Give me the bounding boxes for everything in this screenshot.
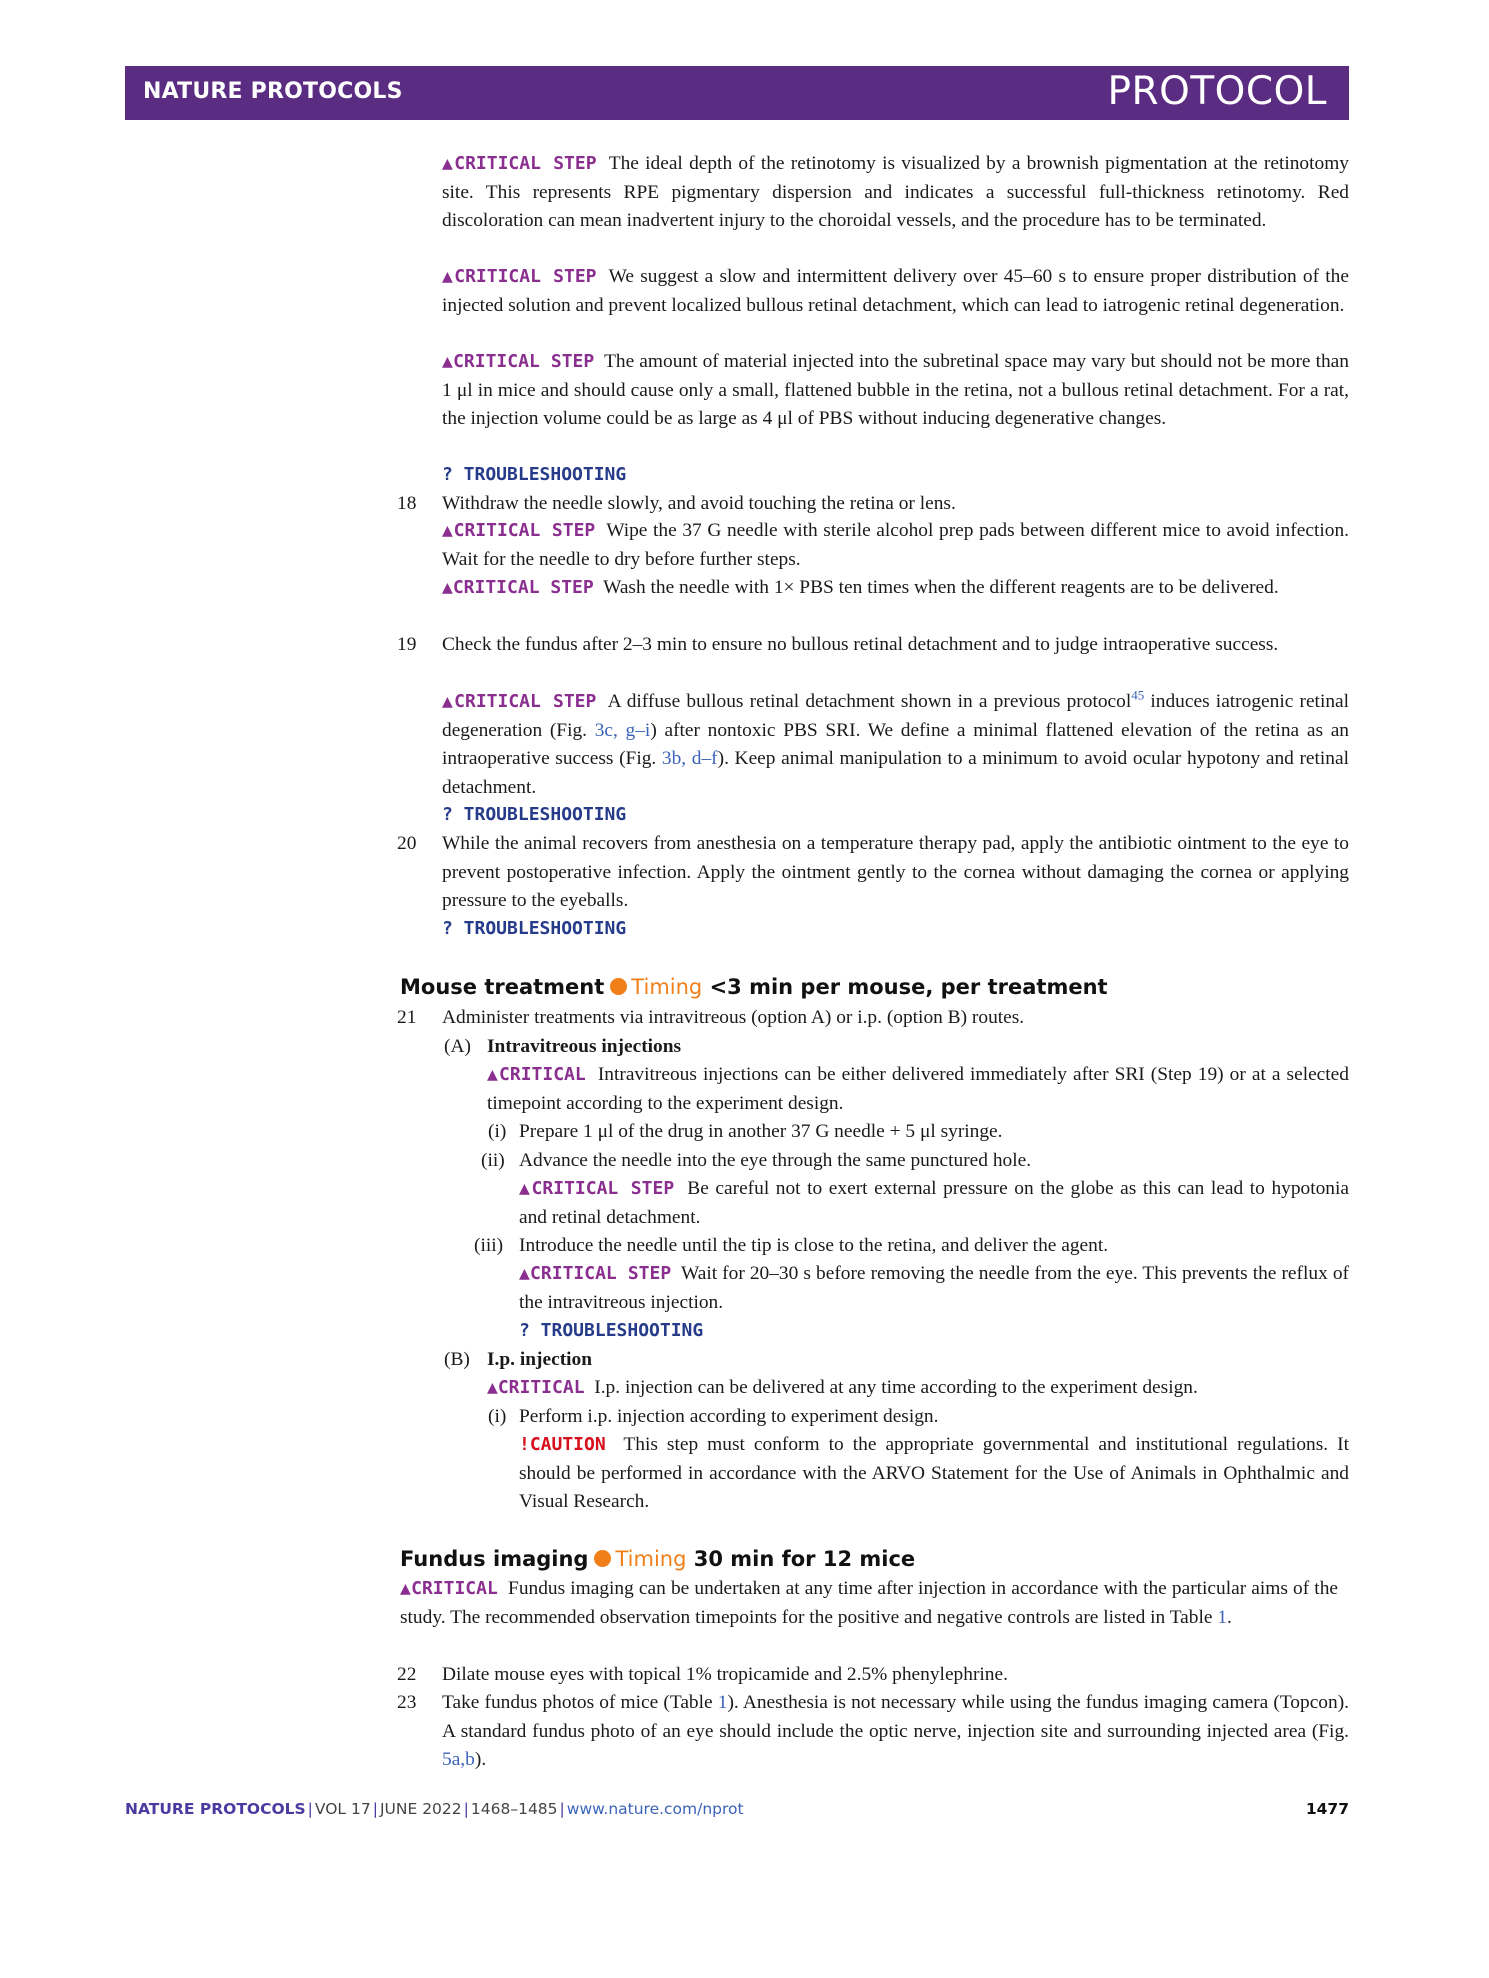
critical-step-wash-needle: ▲CRITICAL STEP Wash the needle with 1× PBS ten times when the different reagents are to be delivered.: [442, 577, 1279, 598]
section-heading-mouse-treatment: Mouse treatment Timing <3 min per mouse, per treatment: [400, 975, 1108, 999]
table-link[interactable]: 1: [717, 1692, 728, 1713]
critical-step-reflux: ▲CRITICAL STEP Wait for 20–30 s before removing the needle from the eye. This prevents the reflux of the intravitreous injection.: [519, 1263, 1349, 1313]
critical-step-wipe-needle: ▲CRITICAL STEP Wipe the 37 G needle with sterile alcohol prep pads between different mice to avoid infection. Wait for the needle to dry before further steps.: [442, 520, 1349, 570]
critical-step-delivery: ▲CRITICAL STEP We suggest a slow and intermittent delivery over 45–60 s to ensure proper distribution of the injected solution and prevent localized bullous retinal detachment, which can lead to iatrogenic retinal degeneration.: [442, 266, 1349, 316]
critical-step-pressure: ▲CRITICAL STEP Be careful not to exert external pressure on the globe as this can lead to hypotonia and retinal detachment.: [519, 1178, 1349, 1228]
option-b-title: I.p. injection: [487, 1349, 593, 1370]
troubleshooting-link[interactable]: ? TROUBLESHOOTING: [519, 1320, 704, 1341]
troubleshooting-link[interactable]: ? TROUBLESHOOTING: [442, 918, 627, 939]
section-heading-fundus-imaging: Fundus imaging Timing 30 min for 12 mice: [400, 1547, 916, 1571]
page-footer: NATURE PROTOCOLS | VOL 17 | JUNE 2022 | 1468–1485 | www.nature.com/nprot 1477: [125, 1800, 1349, 1818]
journal-name: NATURE PROTOCOLS: [143, 79, 403, 104]
step-18: Withdraw the needle slowly, and avoid touching the retina or lens.: [442, 493, 956, 514]
substep-a-ii: Advance the needle into the eye through the same punctured hole.: [519, 1150, 1032, 1171]
reference-link[interactable]: 45: [1131, 687, 1145, 703]
step-21: Administer treatments via intravitreous (option A) or i.p. (option B) routes.: [442, 1007, 1025, 1028]
step-20: While the animal recovers from anesthesia on a temperature therapy pad, apply the antibiotic ointment to the eye to prevent postoperative infection. Apply the ointment gently to the cornea without damaging the cornea or applying pressure to the eyeballs.: [442, 833, 1349, 911]
step-number: 23: [397, 1692, 417, 1713]
critical-ip-injection: ▲CRITICAL I.p. injection can be delivered at any time according to the experiment design.: [487, 1377, 1198, 1398]
step-number: 19: [397, 634, 417, 655]
footer-journal: NATURE PROTOCOLS: [125, 1800, 306, 1818]
critical-step-label: ▲CRITICAL STEP: [442, 153, 597, 174]
figure-link[interactable]: 5a,b: [442, 1749, 475, 1770]
critical-step-volume: ▲CRITICAL STEP The amount of material injected into the subretinal space may vary but should not be more than 1 μl in mice and should cause only a small, flattened bubble in the retina, not a bullous retinal detachment. For a rat, the injection volume could be as large as 4 μl of PBS without inducing degenerative changes.: [442, 351, 1349, 429]
substep-a-iii: Introduce the needle until the tip is close to the retina, and deliver the agent.: [519, 1235, 1109, 1256]
timing-dot-icon: [610, 978, 627, 995]
critical-label: ▲CRITICAL: [487, 1064, 586, 1085]
figure-link[interactable]: 3c, g–i: [594, 719, 651, 741]
critical-step-label: ▲CRITICAL STEP: [519, 1178, 675, 1199]
critical-step-label: ▲CRITICAL STEP: [442, 691, 597, 712]
figure-link[interactable]: 3b, d–f: [661, 748, 718, 769]
critical-step-bullous-detachment: ▲CRITICAL STEP A diffuse bullous retinal detachment shown in a previous protocol$^{45}$ induces iatrogenic retinal degeneration (Fig. 3c, g–i) after nontoxic PBS SRI. We define a minimal flattened elevation of the retina as an intraoperative success (Fig. 3b, d–f). Keep animal manipulation to a minimum to avoid ocular hypotony and retinal detachment.: [442, 687, 1350, 798]
critical-step-label: ▲CRITICAL STEP: [519, 1263, 672, 1284]
troubleshooting-link[interactable]: ? TROUBLESHOOTING: [442, 804, 627, 825]
option-a-title: Intravitreous injections: [487, 1036, 682, 1057]
substep-a-i: Prepare 1 μl of the drug in another 37 G needle + 5 μl syringe.: [519, 1121, 1003, 1142]
caution-label: !CAUTION: [519, 1434, 606, 1455]
article-type: PROTOCOL: [1107, 69, 1327, 114]
critical-step-label: ▲CRITICAL STEP: [442, 577, 594, 598]
substep-number: (i): [488, 1121, 507, 1142]
step-19: Check the fundus after 2–3 min to ensure no bullous retinal detachment and to judge intraoperative success.: [442, 634, 1279, 655]
critical-label: ▲CRITICAL: [400, 1578, 498, 1599]
critical-label: ▲CRITICAL: [487, 1377, 585, 1398]
option-label: (B): [444, 1349, 470, 1370]
journal-banner: [125, 66, 1349, 120]
option-label: (A): [444, 1036, 471, 1057]
footer-url-link[interactable]: www.nature.com/nprot: [566, 1800, 744, 1818]
footer-volume: VOL 17: [314, 1800, 371, 1818]
critical-step-label: ▲CRITICAL STEP: [442, 520, 596, 541]
page-number: 1477: [1305, 1800, 1349, 1818]
caution-regulations: !CAUTION This step must conform to the appropriate governmental and institutional regulations. It should be performed in accordance with the ARVO Statement for the Use of Animals in Ophthalmic and Visual Research.: [519, 1434, 1349, 1512]
critical-step-label: ▲CRITICAL STEP: [442, 266, 597, 287]
critical-fundus-imaging: ▲CRITICAL Fundus imaging can be undertaken at any time after injection in accordance with the particular aims of the study. The recommended observation timepoints for the positive and negative controls are listed in Table 1.: [400, 1578, 1338, 1628]
table-link[interactable]: 1: [1217, 1606, 1228, 1628]
step-number: 22: [397, 1664, 417, 1685]
step-number: 20: [397, 833, 417, 854]
substep-b-i: Perform i.p. injection according to experiment design.: [519, 1406, 939, 1427]
substep-number: (i): [488, 1406, 507, 1427]
critical-step-label: ▲CRITICAL STEP: [442, 351, 595, 372]
critical-intravitreous: ▲CRITICAL Intravitreous injections can be either delivered immediately after SRI (Step 19) or at a selected timepoint according to the experiment design.: [487, 1064, 1349, 1114]
step-number: 21: [397, 1007, 417, 1028]
troubleshooting-link[interactable]: ? TROUBLESHOOTING: [442, 464, 627, 485]
footer-date: JUNE 2022: [379, 1800, 462, 1818]
substep-number: (iii): [474, 1235, 504, 1256]
step-number: 18: [397, 493, 417, 514]
timing-dot-icon: [594, 1550, 611, 1567]
step-22: Dilate mouse eyes with topical 1% tropicamide and 2.5% phenylephrine.: [442, 1664, 1008, 1685]
step-23: Take fundus photos of mice (Table 1). Anesthesia is not necessary while using the fundus imaging camera (Topcon). A standard fundus photo of an eye should include the optic nerve, injection site and surrounding injected area (Fig. 5a,b).: [442, 1692, 1349, 1770]
critical-step-retinotomy-depth: ▲CRITICAL STEP The ideal depth of the retinotomy is visualized by a brownish pigmentation at the retinotomy site. This represents RPE pigmentary dispersion and indicates a successful full-thickness retinotomy. Red discoloration can mean inadvertent injury to the choroidal vessels, and the procedure has to be terminated.: [442, 153, 1349, 231]
footer-pages: 1468–1485: [470, 1800, 558, 1818]
substep-number: (ii): [481, 1150, 505, 1171]
